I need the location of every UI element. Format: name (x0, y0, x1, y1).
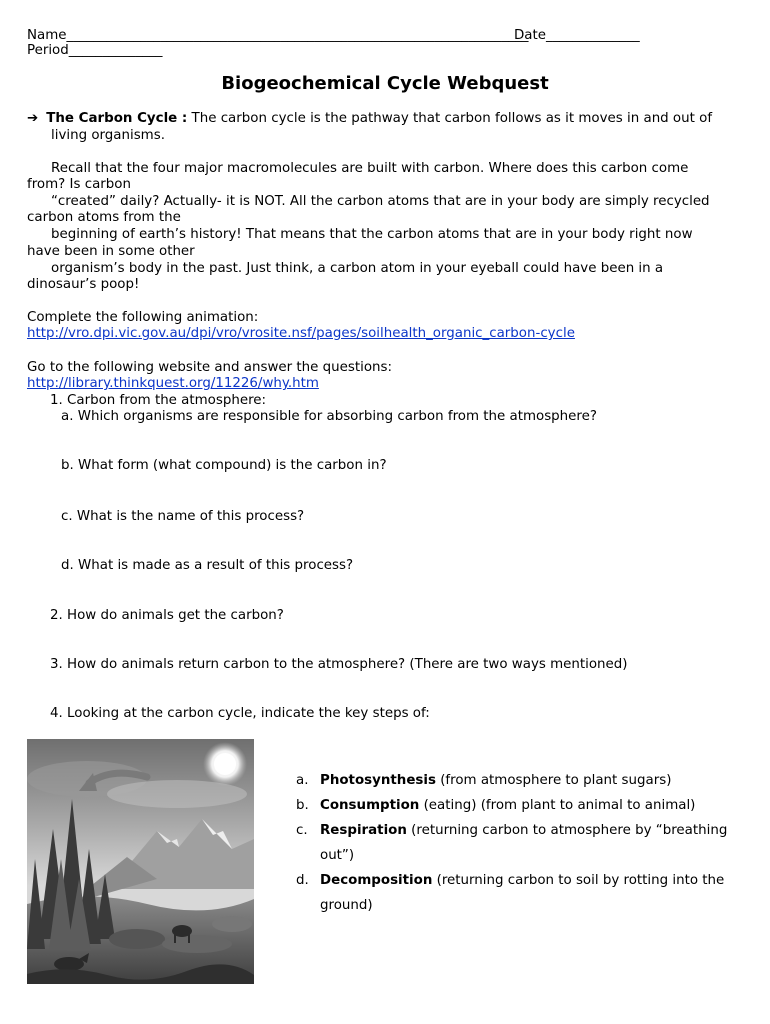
intro-text-continued: living organisms. (51, 128, 165, 143)
question-2: 2. How do animals get the carbon? (50, 608, 284, 623)
carbon-cycle-landscape-image (27, 739, 254, 984)
website-link[interactable]: http://library.thinkquest.org/11226/why.htm (27, 376, 319, 391)
date-field-label: Date______________ (514, 28, 640, 43)
paragraph-line: Recall that the four major macromolecules are built with carbon. Where does this carbon come (51, 161, 689, 176)
animation-link[interactable]: http://vro.dpi.vic.gov.au/dpi/vro/vrosite.nsf/pages/soilhealth_organic_carbon-cycle (27, 326, 575, 341)
question-1: 1. Carbon from the atmosphere: (50, 393, 267, 408)
step-description: (eating) (from plant to animal to animal) (419, 798, 696, 813)
section-heading: The Carbon Cycle : (46, 111, 188, 126)
paragraph-line: beginning of earth’s history! That means that the carbon atoms that are in your body right now (51, 227, 693, 242)
step-respiration-continued: out”) (320, 848, 355, 863)
question-1b: b. What form (what compound) is the carbon in? (61, 458, 387, 473)
paragraph-line: dinosaur’s poop! (27, 277, 140, 292)
animation-label: Complete the following animation: (27, 310, 259, 325)
step-decomposition-continued: ground) (320, 898, 373, 913)
question-1c: c. What is the name of this process? (61, 509, 305, 524)
step-decomposition (296, 873, 724, 888)
question-1d: d. What is made as a result of this process? (61, 558, 354, 573)
step-term: Photosynthesis (320, 773, 436, 788)
step-description: (returning carbon to atmosphere by “breathing (406, 823, 728, 838)
step-consumption (296, 798, 695, 813)
paragraph-line: organism’s body in the past. Just think, a carbon atom in your eyeball could have been in a (51, 261, 664, 276)
paragraph-line: “created” daily? Actually- it is NOT. All the carbon atoms that are in your body are simply recycled (51, 194, 710, 209)
period-field-label: Period______________ (27, 43, 163, 58)
step-term: Decomposition (320, 873, 433, 888)
question-4: 4. Looking at the carbon cycle, indicate the key steps of: (50, 706, 430, 721)
step-photosynthesis (296, 773, 671, 788)
paragraph-line: from? Is carbon (27, 177, 131, 192)
step-description: (returning carbon to soil by rotting into the (432, 873, 725, 888)
website-label: Go to the following website and answer the questions: (27, 360, 392, 375)
paragraph-line: carbon atoms from the (27, 210, 181, 225)
question-1a: a. Which organisms are responsible for absorbing carbon from the atmosphere? (61, 409, 597, 424)
step-letter: d. (296, 873, 309, 888)
intro-line (27, 111, 712, 126)
question-3: 3. How do animals return carbon to the atmosphere? (There are two ways mentioned) (50, 657, 628, 672)
paragraph-line: have been in some other (27, 244, 195, 259)
step-description: (from atmosphere to plant sugars) (435, 773, 672, 788)
step-term: Consumption (320, 798, 420, 813)
intro-text: The carbon cycle is the pathway that carbon follows as it moves in and out of (187, 111, 713, 126)
step-letter: b. (296, 798, 309, 813)
page-title: Biogeochemical Cycle Webquest (221, 73, 549, 94)
step-respiration (296, 823, 727, 838)
name-field-label: Name_____________________________________________________________________ (27, 28, 529, 43)
step-letter: c. (296, 823, 308, 838)
arrow-icon: ➔ (27, 111, 39, 126)
step-term: Respiration (320, 823, 407, 838)
step-letter: a. (296, 773, 309, 788)
